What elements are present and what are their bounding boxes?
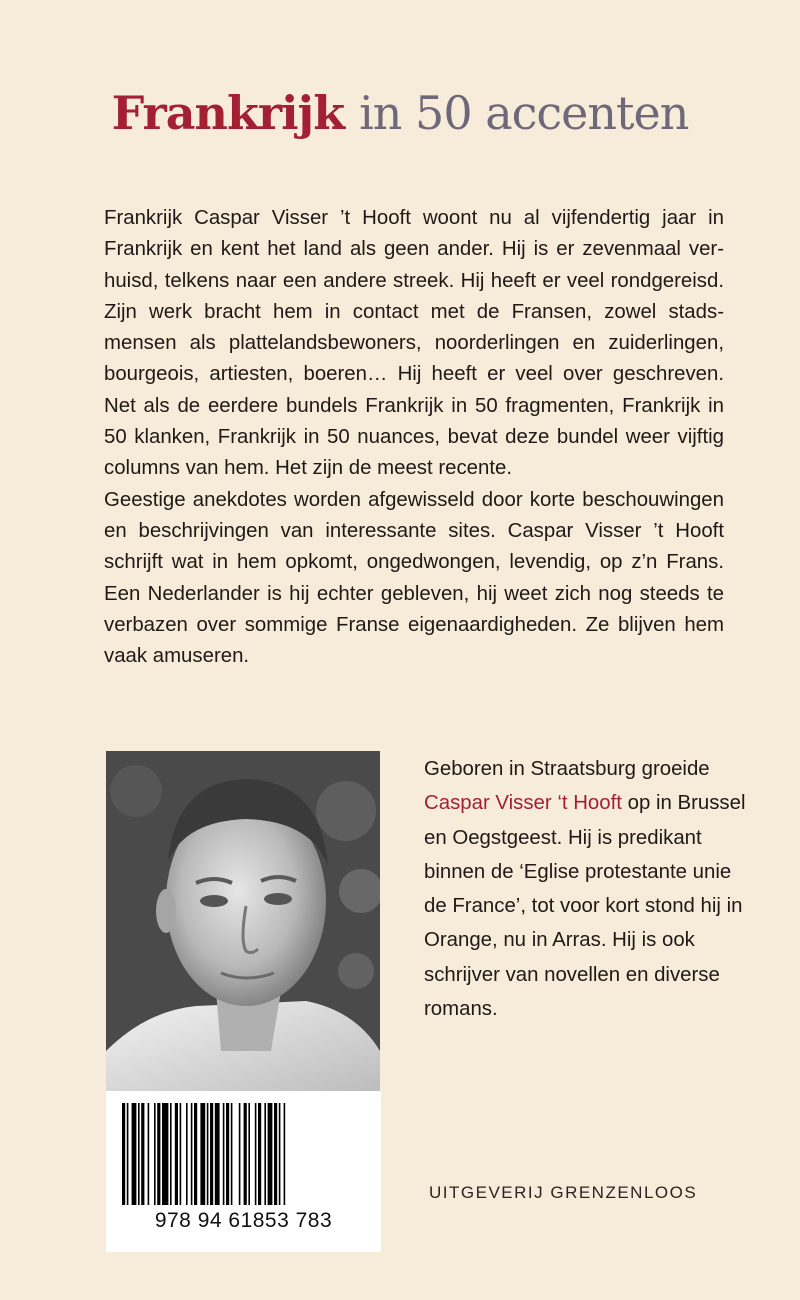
blurb-paragraph: Frankrijk Caspar Visser ’t Hooft woont nu al vijfendertig jaar in Frankrijk en kent het land als geen ander. Hij is er zevenmaal verhuisd, telkens naar een andere streek. Hij heeft er veel rondgereisd. Zijn werk bracht hem in contact met de Fransen, zowel stadsmensen als plattelandsbewoners, noorderlingen en zuiderlingen, bourgeois, artiesten, boeren… Hij heeft er veel over geschreven. Net als de eerdere bundels Frankrijk in 50 fragmenten, Frankrijk in 50 klanken, Frankrijk in 50 nuances, bevat deze bundel weer vijftig columns van hem. Het zijn de meest recente. xyxy=(104,207,724,480)
bio-text-start: Geboren in Straatsburg groeide xyxy=(424,758,710,780)
isbn-number: 978 94 61853 783 xyxy=(154,1209,333,1232)
barcode-bar xyxy=(191,1103,193,1205)
author-bio xyxy=(424,752,754,1026)
barcode-bar xyxy=(284,1103,286,1205)
barcode-bar xyxy=(138,1103,140,1205)
barcode-bar xyxy=(180,1103,182,1205)
barcode-bar xyxy=(175,1103,178,1205)
barcode-bar xyxy=(210,1103,213,1205)
barcode-bar xyxy=(258,1103,261,1205)
publisher-name: UITGEVERIJ GRENZENLOOS xyxy=(429,1183,698,1202)
barcode-bar xyxy=(170,1103,172,1205)
barcode-bar xyxy=(186,1103,188,1205)
barcode-bar xyxy=(122,1103,125,1205)
barcode-bar xyxy=(162,1103,168,1205)
barcode xyxy=(106,1091,381,1252)
barcode-bar xyxy=(239,1103,241,1205)
barcode-bar xyxy=(248,1103,250,1205)
barcode-bar xyxy=(268,1103,273,1205)
barcode-bar xyxy=(226,1103,229,1205)
author-name: Caspar Visser ‘t Hooft xyxy=(424,792,622,815)
barcode-bar xyxy=(264,1103,266,1205)
barcode-bar xyxy=(127,1103,129,1205)
blurb-text xyxy=(104,203,724,672)
author-photo xyxy=(106,751,380,1091)
barcode-bars xyxy=(122,1103,365,1205)
barcode-bar xyxy=(231,1103,233,1205)
barcode-bar xyxy=(154,1103,156,1205)
blurb-paragraph: Geestige anekdotes worden afgewisseld door korte beschouwingen en beschrijvingen van interessante sites. Caspar Visser ’t Hooft schrijft wat in hem opkomt, ongedwongen, levendig, op z’n Frans. Een Nederlander is hij echter gebleven, hij weet zich nog steeds te verbazen over sommige Franse eigenaardigheden. Ze blijven hem vaak amuseren. xyxy=(104,488,724,668)
bio-text-end: op in Brussel en Oegstgeest. Hij is predikant binnen de ‘Eglise protestante unie de France’, tot voor kort stond hij in Orange, nu in Arras. Hij is ook schrijver van novellen en diverse romans. xyxy=(424,792,746,1021)
title-frankrijk: Frankrijk xyxy=(111,86,345,140)
book-title xyxy=(0,86,800,140)
title-subtitle: in 50 accenten xyxy=(359,86,689,140)
barcode-bar xyxy=(223,1103,225,1205)
barcode-bar xyxy=(244,1103,247,1205)
barcode-bar xyxy=(132,1103,137,1205)
barcode-bar xyxy=(141,1103,144,1205)
barcode-bar xyxy=(207,1103,209,1205)
barcode-bar xyxy=(200,1103,205,1205)
barcode-bar xyxy=(255,1103,257,1205)
barcode-bar xyxy=(148,1103,150,1205)
barcode-bar xyxy=(274,1103,277,1205)
barcode-bar xyxy=(157,1103,160,1205)
barcode-bar xyxy=(215,1103,220,1205)
barcode-bar xyxy=(279,1103,281,1205)
barcode-bar xyxy=(194,1103,197,1205)
